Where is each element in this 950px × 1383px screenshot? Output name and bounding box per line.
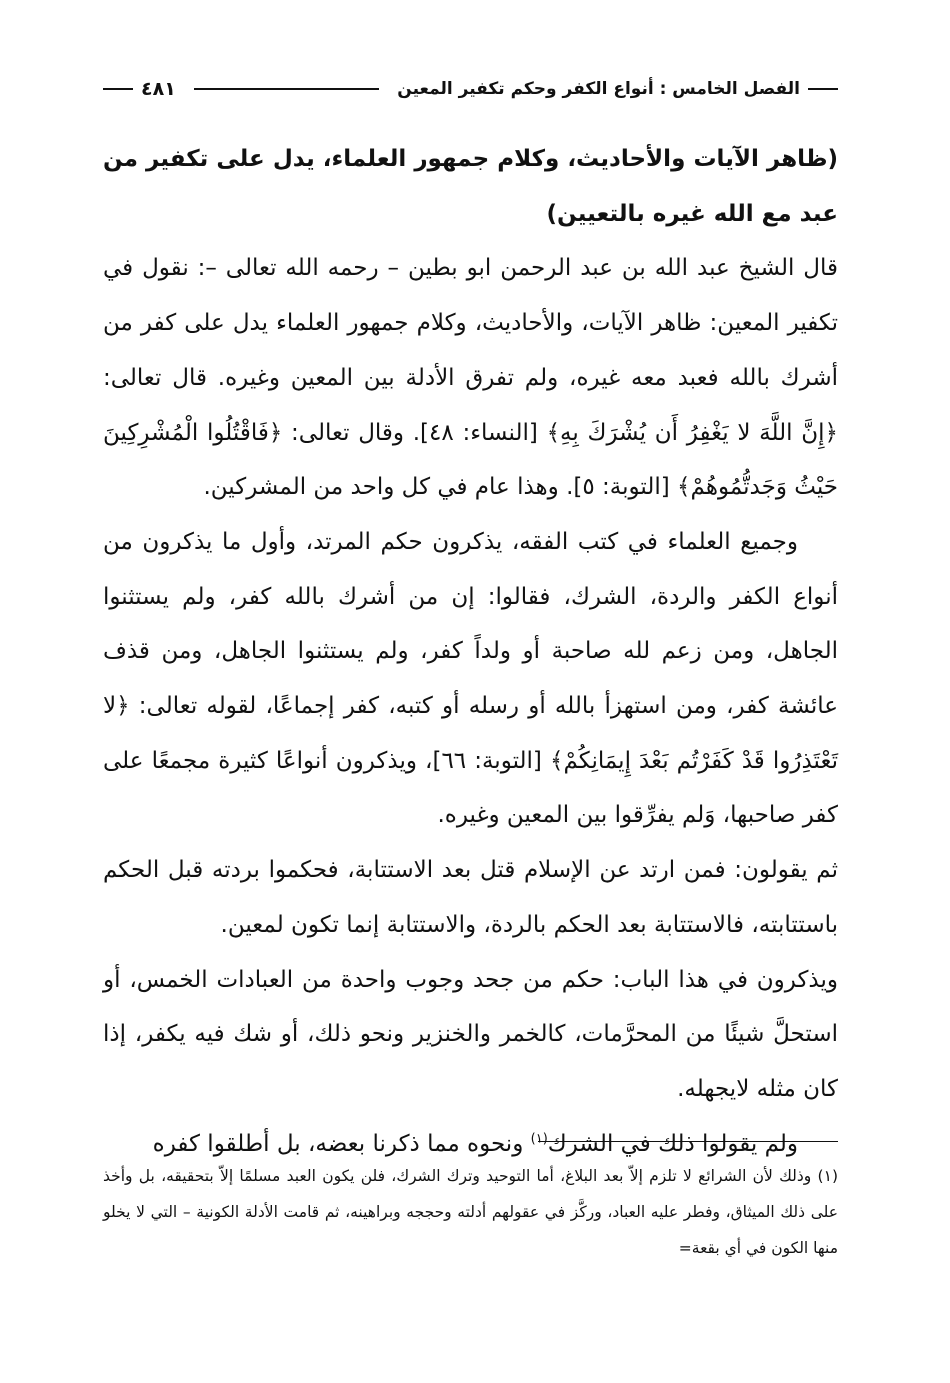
paragraph-fiqh-books: وجميع العلماء في كتب الفقه، يذكرون حكم المرتد، وأول ما يذكرون من أنواع الكفر والردة، الشرك، فقالوا: إن من أشرك بالله كفر، ولم يستثنوا الجاهل، ومن زعم لله صاحبة أو ولداً كفر، ولم يستثنوا الجاهل، ومن قذف عائشة كفر، ومن استهزأ بالله أو رسله أو كتبه، كفر إجماعًا، لقوله تعالى: ﴿لا تَعْتَذِرُوا قَدْ كَفَرْتُم بَعْدَ إِيمَانِكُمْ﴾ [التوبة: ٦٦]، ويذكرون أنواعًا كثيرة مجمعًا على كفر صاحبها، وَلم يفرِّقوا بين المعين وغيره. xyxy=(103,528,838,829)
footnote-area xyxy=(103,1158,838,1266)
chapter-title: الفصل الخامس : أنواع الكفر وحكم تكفير المعين xyxy=(397,79,800,99)
paragraph-shirk-start: ولم يقولوا ذلك في الشرك xyxy=(547,1130,798,1157)
page-number: ٤٨١ xyxy=(141,78,176,100)
paragraph-abu-butain-quote: قال الشيخ عبد الله بن عبد الرحمن ابو بطين – رحمه الله تعالى –: نقول في تكفير المعين: ظاهر الآيات، والأحاديث، وكلام جمهور العلماء يدل على كفر من أشرك بالله فعبد معه غيره، ولم تفرق الأدلة بين المعين وغيره. قال تعالى: ﴿إِنَّ اللَّهَ لا يَغْفِرُ أَن يُشْرَكَ بِهِ﴾ [النساء: ٤٨]. وقال تعالى: ﴿فَاقْتُلُوا الْمُشْرِكِينَ حَيْثُ وَجَدتُّمُوهُمْ﴾ [التوبة: ٥]. وهذا عام في كل واحد من المشركين. xyxy=(103,255,838,501)
main-text xyxy=(103,132,838,1171)
paragraph-shirk-end: ونحوه مما ذكرنا بعضه، بل أطلقوا كفره xyxy=(152,1130,531,1157)
footnote-1: (١) وذلك لأن الشرائع لا تلزم إلاّ بعد البلاغ، أما التوحيد وترك الشرك، فلن يكون العبد مسلمًا إلاّ بتحقيقه، بل وأخذ على ذلك الميثاق، وفطر عليه العباد، وركَّز في عقولهم أدلته وحججه وبراهينه، ثم قامت الأدلة الكونية – التي لا يخلو منها الكون في أي بقعة= xyxy=(103,1167,838,1257)
footnote-marker: (١) xyxy=(530,1131,548,1146)
header-rule xyxy=(194,88,379,90)
running-header xyxy=(103,72,838,106)
header-dash-right xyxy=(808,88,838,90)
footnote-divider xyxy=(538,1141,838,1142)
paragraph-five-acts: ويذكرون في هذا الباب: حكم من جحد وجوب واحدة من العبادات الخمس، أو استحلَّ شيئًا من المحرَّمات، كالخمر والخنزير ونحو ذلك، أو شك فيه يكفر، إذا كان مثله لايجهله. xyxy=(103,966,838,1102)
section-heading: (ظاهر الآيات والأحاديث، وكلام جمهور العلماء، يدل على تكفير من عبد مع الله غيره بالتعيين) xyxy=(103,146,838,227)
header-dash-left xyxy=(103,88,133,90)
paragraph-istitaba: ثم يقولون: فمن ارتد عن الإسلام قتل بعد الاستتابة، فحكموا بردته قبل الحكم باستتابته، فالاستتابة بعد الحكم بالردة، والاستتابة إنما تكون لمعين. xyxy=(103,857,838,938)
